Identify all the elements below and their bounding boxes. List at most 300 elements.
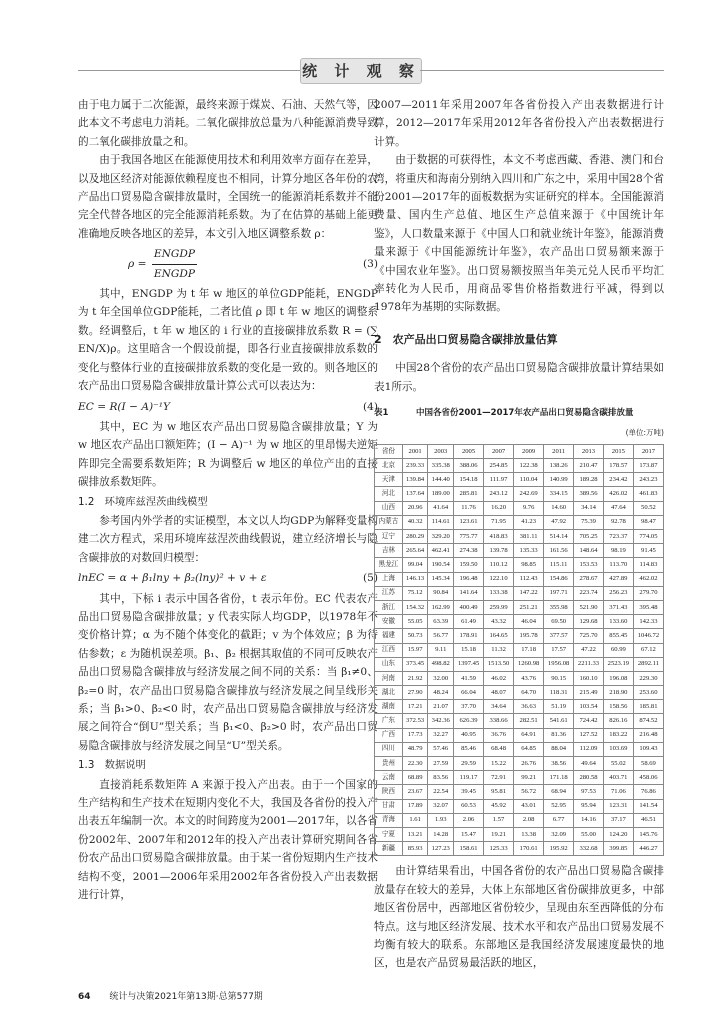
- value-cell: 160.10: [574, 671, 604, 685]
- value-cell: 377.57: [544, 629, 574, 643]
- value-cell: 113.70: [603, 558, 633, 572]
- value-cell: 37.70: [454, 700, 484, 714]
- value-cell: 56.77: [428, 629, 454, 643]
- value-cell: 15.22: [484, 757, 514, 771]
- value-cell: 26.76: [514, 757, 544, 771]
- column-header-year: 2015: [603, 444, 633, 458]
- value-cell: 189.00: [428, 487, 454, 501]
- paragraph: 2007—2011年采用2007年各省份投入产出表数据进行计算，2012—2017年采用2012年各省份投入产出表数据进行计算。: [374, 99, 664, 148]
- value-cell: 37.17: [603, 813, 633, 827]
- value-cell: 254.85: [484, 459, 514, 473]
- value-cell: 705.25: [574, 530, 604, 544]
- value-cell: 223.74: [574, 586, 604, 600]
- table-row: [375, 728, 664, 742]
- province-cell: 福建: [375, 629, 403, 643]
- value-cell: 141.64: [454, 586, 484, 600]
- eq4-number: (4): [362, 400, 378, 413]
- value-cell: 139.78: [484, 544, 514, 558]
- value-cell: 1260.98: [514, 657, 544, 671]
- value-cell: 55.05: [402, 615, 428, 629]
- table-row: [375, 643, 664, 657]
- table-body: [375, 459, 664, 856]
- value-cell: 334.15: [544, 487, 574, 501]
- journal-info: 统计与决策2021年第13期·总第577期: [109, 992, 263, 1002]
- value-cell: 47.64: [603, 501, 633, 515]
- value-cell: 153.53: [574, 558, 604, 572]
- table-row: [375, 757, 664, 771]
- value-cell: 253.60: [633, 686, 663, 700]
- value-cell: 1397.45: [454, 657, 484, 671]
- value-cell: 17.73: [402, 728, 428, 742]
- value-cell: 427.89: [603, 572, 633, 586]
- value-cell: 1.93: [428, 813, 454, 827]
- value-cell: 285.81: [454, 487, 484, 501]
- value-cell: 355.98: [544, 600, 574, 614]
- value-cell: 195.92: [544, 842, 574, 856]
- value-cell: 43.76: [514, 671, 544, 685]
- value-cell: 461.83: [633, 487, 663, 501]
- value-cell: 215.49: [574, 686, 604, 700]
- value-cell: 50.73: [402, 629, 428, 643]
- value-cell: 372.53: [402, 714, 428, 728]
- value-cell: 60.53: [454, 799, 484, 813]
- value-cell: 2523.19: [603, 657, 633, 671]
- value-cell: 874.52: [633, 714, 663, 728]
- value-cell: 724.42: [574, 714, 604, 728]
- paragraph: 由于我国各地区在能源使用技术和利用效率方面存在差异，以及地区经济对能源依赖程度也不相同，计算分地区各年份的农产品出口贸易隐含碳排放量时，全国统一的能源消耗系数并不能完全代替各地区的完全能源消耗系数。为了在估算的基础上能更准确地反映各地区的差异，本文引入地区调整系数 ρ：: [78, 154, 378, 240]
- value-cell: 1.61: [402, 813, 428, 827]
- section-heading: 2 农产品出口贸易隐含碳排放量估算: [374, 332, 558, 346]
- value-cell: 118.31: [544, 686, 574, 700]
- value-cell: 115.11: [544, 558, 574, 572]
- value-cell: 27.90: [402, 686, 428, 700]
- table-row: [375, 714, 664, 728]
- value-cell: 147.22: [514, 586, 544, 600]
- value-cell: 775.77: [454, 530, 484, 544]
- province-cell: 四川: [375, 742, 403, 756]
- value-cell: 185.81: [633, 700, 663, 714]
- value-cell: 103.54: [574, 700, 604, 714]
- value-cell: 161.56: [544, 544, 574, 558]
- province-cell: 河南: [375, 671, 403, 685]
- value-cell: 83.56: [428, 771, 454, 785]
- value-cell: 68.89: [402, 771, 428, 785]
- value-cell: 114.61: [428, 515, 454, 529]
- paragraph: 其中，EC 为 w 地区农产品出口贸易隐含碳排放量；Y 为 w 地区农产品出口额矩阵；(I − A)⁻¹ 为 w 地区的里昂惕夫逆矩阵即完全需要系数矩阵；R 为调整后 w 地区的单位产出的直接碳排放系数矩阵。: [78, 420, 378, 489]
- value-cell: 112.09: [574, 742, 604, 756]
- value-cell: 91.45: [633, 544, 663, 558]
- value-cell: 17.18: [514, 643, 544, 657]
- value-cell: 196.08: [603, 671, 633, 685]
- value-cell: 148.64: [574, 544, 604, 558]
- value-cell: 63.39: [428, 615, 454, 629]
- value-cell: 127.23: [428, 842, 454, 856]
- value-cell: 19.21: [484, 827, 514, 841]
- value-cell: 75.39: [574, 515, 604, 529]
- value-cell: 92.78: [603, 515, 633, 529]
- value-cell: 234.42: [603, 473, 633, 487]
- value-cell: 1956.08: [544, 657, 574, 671]
- value-cell: 72.91: [484, 771, 514, 785]
- paragraph: 由于电力属于二次能源，最终来源于煤炭、石油、天然气等，因此本文不考虑电力消耗。二氧化碳排放总量为八种能源消费导致的二氧化碳排放量之和。: [78, 99, 378, 148]
- value-cell: 826.16: [603, 714, 633, 728]
- table-row: [375, 657, 664, 671]
- value-cell: 127.52: [574, 728, 604, 742]
- value-cell: 48.07: [484, 686, 514, 700]
- value-cell: 99.04: [402, 558, 428, 572]
- table-row: [375, 629, 664, 643]
- value-cell: 52.95: [544, 799, 574, 813]
- value-cell: 75.12: [402, 586, 428, 600]
- value-cell: 81.36: [544, 728, 574, 742]
- column-header-year: 2005: [454, 444, 484, 458]
- value-cell: 110.04: [514, 473, 544, 487]
- value-cell: 178.91: [454, 629, 484, 643]
- value-cell: 458.06: [633, 771, 663, 785]
- banner-title: 统 计 观 察: [302, 62, 420, 80]
- value-cell: 1.57: [484, 813, 514, 827]
- value-cell: 46.04: [514, 615, 544, 629]
- right-column: [374, 96, 664, 973]
- value-cell: 11.32: [484, 643, 514, 657]
- eq5-formula: lnEC = α + β₁lny + β₂(lny)² + v + ε: [78, 572, 267, 585]
- table-row: [375, 742, 664, 756]
- left-column: [78, 96, 378, 904]
- value-cell: 17.21: [402, 700, 428, 714]
- value-cell: 123.31: [603, 799, 633, 813]
- value-cell: 197.71: [544, 586, 574, 600]
- table-row: [375, 473, 664, 487]
- province-cell: 浙江: [375, 600, 403, 614]
- value-cell: 265.64: [402, 544, 428, 558]
- value-cell: 114.83: [633, 558, 663, 572]
- table-row: [375, 813, 664, 827]
- value-cell: 190.54: [428, 558, 454, 572]
- value-cell: 229.30: [633, 671, 663, 685]
- value-cell: 23.67: [402, 785, 428, 799]
- value-cell: 139.84: [402, 473, 428, 487]
- value-cell: 69.50: [544, 615, 574, 629]
- table-row: [375, 572, 664, 586]
- value-cell: 371.43: [603, 600, 633, 614]
- value-cell: 14.16: [574, 813, 604, 827]
- equation-4: [78, 398, 378, 416]
- table-row: [375, 771, 664, 785]
- province-cell: 甘肃: [375, 799, 403, 813]
- value-cell: 239.33: [402, 459, 428, 473]
- value-cell: 34.64: [484, 700, 514, 714]
- value-cell: 403.71: [603, 771, 633, 785]
- paragraph: 其中，ENGDP 为 t 年 w 地区的单位GDP能耗，ENGDP 为 t 年全国单位GDP能耗，二者比值 ρ 即 t 年 w 地区的调整系数。经调整后，t 年 w 地区的 i 行业的直接碳排放系数 R = (∑ EN/X)ρ。这里暗含一个假设前提，即各行业直接碳排放系数的变化与整体行业的直接碳排放系数的变化是一致的。则各地区的农产品出口贸易隐含碳排放量计算公式可以表达为：: [78, 288, 378, 393]
- value-cell: 162.99: [428, 600, 454, 614]
- value-cell: 159.50: [454, 558, 484, 572]
- province-cell: 新疆: [375, 842, 403, 856]
- value-cell: 122.10: [484, 572, 514, 586]
- table-row: [375, 700, 664, 714]
- value-cell: 388.06: [454, 459, 484, 473]
- table-header-row: [375, 444, 664, 458]
- page-number: 64: [78, 992, 91, 1002]
- value-cell: 279.70: [633, 586, 663, 600]
- value-cell: 342.36: [428, 714, 454, 728]
- value-cell: 47.22: [574, 643, 604, 657]
- province-cell: 黑龙江: [375, 558, 403, 572]
- value-cell: 774.05: [633, 530, 663, 544]
- value-cell: 164.65: [484, 629, 514, 643]
- value-cell: 47.92: [544, 515, 574, 529]
- table-row: [375, 586, 664, 600]
- value-cell: 85.93: [402, 842, 428, 856]
- value-cell: 141.54: [633, 799, 663, 813]
- table-row: [375, 544, 664, 558]
- value-cell: 22.30: [402, 757, 428, 771]
- value-cell: 50.52: [633, 501, 663, 515]
- value-cell: 88.04: [544, 742, 574, 756]
- province-cell: 河北: [375, 487, 403, 501]
- table-row: [375, 799, 664, 813]
- value-cell: 514.14: [544, 530, 574, 544]
- value-cell: 76.86: [633, 785, 663, 799]
- value-cell: 142.33: [633, 615, 663, 629]
- eq3-fraction: [152, 245, 197, 283]
- value-cell: 48.24: [428, 686, 454, 700]
- column-header-year: 2017: [633, 444, 663, 458]
- value-cell: 36.63: [514, 700, 544, 714]
- value-cell: 61.49: [454, 615, 484, 629]
- province-cell: 广西: [375, 728, 403, 742]
- value-cell: 145.34: [428, 572, 454, 586]
- table-row: [375, 842, 664, 856]
- table-row: [375, 827, 664, 841]
- province-cell: 江西: [375, 643, 403, 657]
- value-cell: 218.90: [603, 686, 633, 700]
- value-cell: 2.08: [514, 813, 544, 827]
- province-cell: 山东: [375, 657, 403, 671]
- value-cell: 67.12: [633, 643, 663, 657]
- value-cell: 122.38: [514, 459, 544, 473]
- value-cell: 97.53: [574, 785, 604, 799]
- subsection-heading: 1.2 环境库兹涅茨曲线模型: [78, 495, 208, 508]
- value-cell: 85.46: [454, 742, 484, 756]
- province-cell: 陕西: [375, 785, 403, 799]
- value-cell: 418.83: [484, 530, 514, 544]
- value-cell: 125.33: [484, 842, 514, 856]
- value-cell: 1513.50: [484, 657, 514, 671]
- eq3-number: (3): [362, 257, 378, 270]
- column-header-year: 2001: [402, 444, 428, 458]
- column-header-year: 2009: [514, 444, 544, 458]
- value-cell: 14.60: [544, 501, 574, 515]
- value-cell: 68.48: [484, 742, 514, 756]
- value-cell: 183.22: [603, 728, 633, 742]
- value-cell: 123.61: [454, 515, 484, 529]
- table-unit: (单位:万吨): [625, 427, 664, 437]
- paragraph: 中国28个省份的农产品出口贸易隐含碳排放量计算结果如表1所示。: [374, 362, 664, 393]
- value-cell: 216.48: [633, 728, 663, 742]
- value-cell: 71.06: [603, 785, 633, 799]
- paragraph: 其中，下标 i 表示中国各省份，t 表示年份。EC 代表农产品出口贸易隐含碳排放量；y 代表实际人均GDP，以1978年不变价格计算；α 为不随个体变化的截距；v 为个体效应；β 为待估参数；ε 为随机误差项。β₁、β₂ 根据其取值的不同可反映农产品出口贸易隐含碳排放与经济发展之间不同的关系：当 β₁≠0、β₂=0 时，农产品出口贸易隐含碳排放与经济发展之间呈线形关系；当 β₁>0、β₂<0 时，农产品出口贸易隐含碳排放与经济发展之间符合“倒U”型关系；当 β₁<0、β₂>0 时，农产品出口贸易隐含碳排放与经济发展之间呈“U”型关系。: [78, 592, 378, 752]
- subsection-heading: 1.3 数据说明: [78, 759, 146, 772]
- value-cell: 13.38: [514, 827, 544, 841]
- value-cell: 11.76: [454, 501, 484, 515]
- value-cell: 280.29: [402, 530, 428, 544]
- value-cell: 46.51: [633, 813, 663, 827]
- value-cell: 329.20: [428, 530, 454, 544]
- value-cell: 40.95: [454, 728, 484, 742]
- value-cell: 138.26: [544, 459, 574, 473]
- value-cell: 46.02: [484, 671, 514, 685]
- value-cell: 498.82: [428, 657, 454, 671]
- paragraph: 参考国内外学者的实证模型，本文以人均GDP为解释变量构建二次方程式，采用环境库兹涅茨曲线假说，建立经济增长与隐含碳排放的对数回归模型：: [78, 514, 378, 564]
- value-cell: 64.70: [514, 686, 544, 700]
- paragraph: 由于数据的可获得性，本文不考虑西藏、香港、澳门和台湾，将重庆和海南分别纳入四川和广东之中，采用中国28个省份2001—2017年的面板数据为实证研究的样本。全国能源消费量、国内生产总值、地区生产总值来源于《中国统计年鉴》，人口数量来源于《中国人口和就业统计年鉴》，能源消费量来源于《中国能源统计年鉴》，农产品出口贸易额来源于《中国农业年鉴》。出口贸易额按照当年美元兑人民币平均汇率转化为人民币，用商品零售价格指数进行平减，得到以1978年为基期的实际数据。: [374, 154, 664, 314]
- value-cell: 282.51: [514, 714, 544, 728]
- province-cell: 北京: [375, 459, 403, 473]
- value-cell: 20.96: [402, 501, 428, 515]
- value-cell: 195.78: [514, 629, 544, 643]
- value-cell: 251.21: [514, 600, 544, 614]
- value-cell: 144.40: [428, 473, 454, 487]
- value-cell: 210.47: [574, 459, 604, 473]
- value-cell: 119.17: [454, 771, 484, 785]
- value-cell: 462.41: [428, 544, 454, 558]
- value-cell: 90.84: [428, 586, 454, 600]
- value-cell: 15.18: [454, 643, 484, 657]
- value-cell: 21.92: [402, 671, 428, 685]
- value-cell: 71.95: [484, 515, 514, 529]
- value-cell: 103.69: [603, 742, 633, 756]
- table-row: [375, 558, 664, 572]
- page-footer: [78, 989, 263, 1002]
- value-cell: 110.12: [484, 558, 514, 572]
- province-cell: 天津: [375, 473, 403, 487]
- value-cell: 373.45: [402, 657, 428, 671]
- value-cell: 243.23: [633, 473, 663, 487]
- province-cell: 贵州: [375, 757, 403, 771]
- value-cell: 725.70: [574, 629, 604, 643]
- province-cell: 湖南: [375, 700, 403, 714]
- value-cell: 158.61: [454, 842, 484, 856]
- value-cell: 60.99: [603, 643, 633, 657]
- eq3-lhs: ρ: [128, 258, 135, 271]
- value-cell: 158.56: [603, 700, 633, 714]
- value-cell: 41.64: [428, 501, 454, 515]
- value-cell: 32.09: [544, 827, 574, 841]
- value-cell: 154.32: [402, 600, 428, 614]
- value-cell: 145.76: [633, 827, 663, 841]
- value-cell: 51.19: [544, 700, 574, 714]
- value-cell: 27.59: [428, 757, 454, 771]
- value-cell: 39.45: [454, 785, 484, 799]
- value-cell: 1046.72: [633, 629, 663, 643]
- value-cell: 29.59: [454, 757, 484, 771]
- province-cell: 吉林: [375, 544, 403, 558]
- value-cell: 6.77: [544, 813, 574, 827]
- value-cell: 389.56: [574, 487, 604, 501]
- table-row: [375, 459, 664, 473]
- value-cell: 22.54: [428, 785, 454, 799]
- value-cell: 521.90: [574, 600, 604, 614]
- value-cell: 124.20: [603, 827, 633, 841]
- province-cell: 湖北: [375, 686, 403, 700]
- value-cell: 58.69: [633, 757, 663, 771]
- value-cell: 32.27: [428, 728, 454, 742]
- value-cell: 170.61: [514, 842, 544, 856]
- value-cell: 98.47: [633, 515, 663, 529]
- value-cell: 171.18: [544, 771, 574, 785]
- table-label: 表1: [374, 408, 389, 419]
- table-row: [375, 600, 664, 614]
- province-cell: 云南: [375, 771, 403, 785]
- value-cell: 95.81: [484, 785, 514, 799]
- value-cell: 15.47: [454, 827, 484, 841]
- paragraph: 直接消耗系数矩阵 A 来源于投入产出表。由于一个国家的生产结构和生产技术在短期内变化不大，我国及各省份的投入产出表五年编制一次。本文的时间跨度为2001—2017年，以各省份2002年、2007年和2012年的投入产出表计算研究期间各省份农产品出口贸易隐含碳排放量。由于某一省份短期内生产技术结构不变，2001—2006年采用2002年各省份投入产出表数据进行计算，: [78, 778, 378, 902]
- value-cell: 278.67: [574, 572, 604, 586]
- value-cell: 9.11: [428, 643, 454, 657]
- value-cell: 462.02: [633, 572, 663, 586]
- value-cell: 133.60: [603, 615, 633, 629]
- province-cell: 广东: [375, 714, 403, 728]
- value-cell: 137.64: [402, 487, 428, 501]
- value-cell: 626.39: [454, 714, 484, 728]
- value-cell: 111.97: [484, 473, 514, 487]
- value-cell: 274.38: [454, 544, 484, 558]
- value-cell: 41.23: [514, 515, 544, 529]
- value-cell: 140.99: [544, 473, 574, 487]
- value-cell: 399.85: [603, 842, 633, 856]
- table-row: [375, 671, 664, 685]
- table-row: [375, 487, 664, 501]
- emissions-table: [374, 444, 664, 856]
- value-cell: 21.07: [428, 700, 454, 714]
- value-cell: 541.61: [544, 714, 574, 728]
- column-header-province: 省份: [375, 444, 403, 458]
- value-cell: 9.76: [514, 501, 544, 515]
- value-cell: 146.13: [402, 572, 428, 586]
- table-row: [375, 785, 664, 799]
- value-cell: 135.33: [514, 544, 544, 558]
- banner-rule-right: [420, 70, 664, 71]
- value-cell: 395.48: [633, 600, 663, 614]
- section-banner: [300, 58, 422, 84]
- value-cell: 17.57: [544, 643, 574, 657]
- table-row: [375, 501, 664, 515]
- table-row: [375, 686, 664, 700]
- value-cell: 17.89: [402, 799, 428, 813]
- value-cell: 173.87: [633, 459, 663, 473]
- value-cell: 55.02: [603, 757, 633, 771]
- banner-rule-left: [78, 70, 300, 71]
- value-cell: 381.11: [514, 530, 544, 544]
- province-cell: 青海: [375, 813, 403, 827]
- value-cell: 49.64: [574, 757, 604, 771]
- eq3-denominator: ENGDP: [153, 267, 195, 280]
- value-cell: 99.21: [514, 771, 544, 785]
- value-cell: 13.21: [402, 827, 428, 841]
- value-cell: 332.68: [574, 842, 604, 856]
- value-cell: 43.01: [514, 799, 544, 813]
- column-header-year: 2011: [544, 444, 574, 458]
- value-cell: 48.79: [402, 742, 428, 756]
- value-cell: 259.99: [484, 600, 514, 614]
- value-cell: 32.07: [428, 799, 454, 813]
- value-cell: 335.38: [428, 459, 454, 473]
- value-cell: 133.38: [484, 586, 514, 600]
- value-cell: 109.43: [633, 742, 663, 756]
- value-cell: 68.94: [544, 785, 574, 799]
- value-cell: 45.92: [484, 799, 514, 813]
- column-header-year: 2013: [574, 444, 604, 458]
